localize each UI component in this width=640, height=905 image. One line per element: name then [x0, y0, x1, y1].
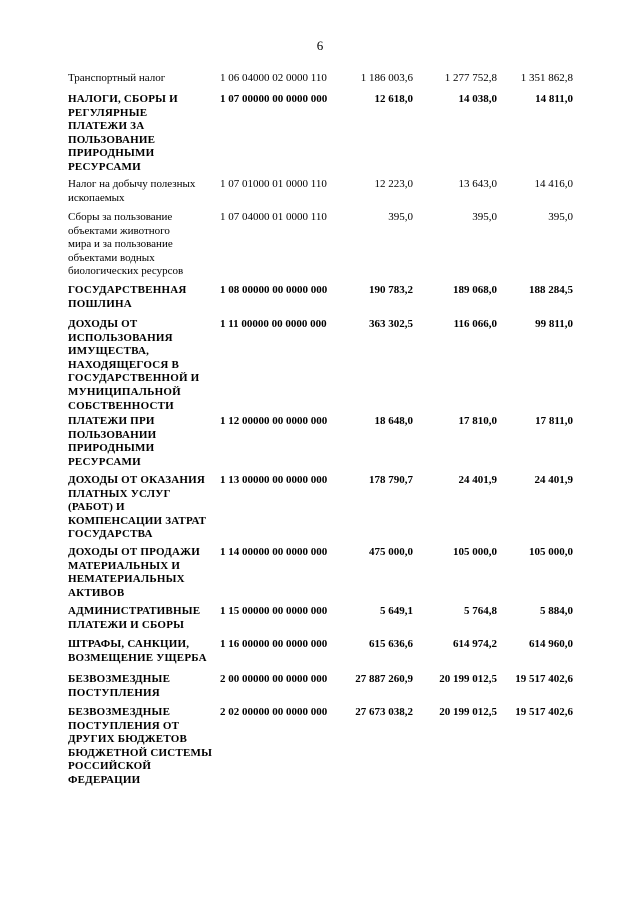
row-value-1: 363 302,5: [369, 318, 413, 330]
row-value-2: 189 068,0: [453, 284, 497, 296]
row-value-2: 395,0: [472, 211, 497, 223]
row-value-1: 1 186 003,6: [360, 72, 413, 84]
row-name: ПЛАТЕЖИ ПРИ ПОЛЬЗОВАНИИ ПРИРОДНЫМИ РЕСУРСАМИ: [68, 415, 157, 468]
row-value-2: 24 401,9: [458, 474, 497, 486]
row-value-2: 116 066,0: [453, 318, 497, 330]
row-value-3: 14 811,0: [535, 93, 573, 105]
row-value-1: 18 648,0: [374, 415, 413, 427]
row-value-2: 105 000,0: [453, 546, 497, 558]
row-value-2: 17 810,0: [458, 415, 497, 427]
row-value-2: 20 199 012,5: [439, 673, 497, 685]
row-code: 1 07 04000 01 0000 110: [220, 211, 327, 223]
page-number: 6: [316, 38, 324, 53]
row-code: 1 12 00000 00 0000 000: [220, 415, 328, 427]
row-value-1: 615 636,6: [369, 638, 413, 650]
row-value-2: 614 974,2: [453, 638, 497, 650]
row-code: 1 07 00000 00 0000 000: [220, 93, 328, 105]
row-name: ДОХОДЫ ОТ ОКАЗАНИЯ ПЛАТНЫХ УСЛУГ (РАБОТ) И КОМПЕНСАЦИИ ЗАТРАТ ГОСУДАРСТВА: [68, 474, 207, 541]
row-value-3: 99 811,0: [535, 318, 573, 330]
row-value-1: 27 887 260,9: [355, 673, 413, 685]
row-value-3: 14 416,0: [534, 178, 573, 190]
row-name: БЕЗВОЗМЕЗДНЫЕ ПОСТУПЛЕНИЯ ОТ ДРУГИХ БЮДЖЕТОВ БЮДЖЕТНОЙ СИСТЕМЫ РОССИЙСКОЙ ФЕДЕРАЦИИ: [68, 706, 213, 786]
row-value-1: 5 649,1: [380, 605, 413, 617]
row-name: БЕЗВОЗМЕЗДНЫЕ ПОСТУПЛЕНИЯ: [68, 673, 171, 699]
row-value-1: 178 790,7: [369, 474, 413, 486]
row-value-3: 17 811,0: [535, 415, 573, 427]
row-value-2: 5 764,8: [464, 605, 497, 617]
row-value-3: 1 351 862,8: [520, 72, 573, 84]
row-name: Налог на добычу полезных ископаемых: [68, 178, 196, 204]
row-value-3: 105 000,0: [529, 546, 573, 558]
row-value-3: 188 284,5: [529, 284, 573, 296]
row-value-3: 614 960,0: [529, 638, 573, 650]
row-code: 1 14 00000 00 0000 000: [220, 546, 328, 558]
row-name: ШТРАФЫ, САНКЦИИ, ВОЗМЕЩЕНИЕ УЩЕРБА: [68, 638, 207, 664]
row-value-2: 13 643,0: [458, 178, 497, 190]
row-code: 2 00 00000 00 0000 000: [220, 673, 328, 685]
row-code: 1 13 00000 00 0000 000: [220, 474, 328, 486]
row-code: 1 16 00000 00 0000 000: [220, 638, 328, 650]
row-value-3: 19 517 402,6: [515, 706, 573, 718]
row-code: 1 15 00000 00 0000 000: [220, 605, 328, 617]
row-value-1: 395,0: [388, 211, 413, 223]
row-value-2: 14 038,0: [458, 93, 497, 105]
row-name: АДМИНИСТРАТИВНЫЕ ПЛАТЕЖИ И СБОРЫ: [68, 605, 201, 631]
row-value-1: 12 618,0: [374, 93, 413, 105]
row-code: 2 02 00000 00 0000 000: [220, 706, 328, 718]
row-value-3: 5 884,0: [540, 605, 573, 617]
row-value-1: 12 223,0: [374, 178, 413, 190]
row-name: Сборы за пользование объектами животного мира и за пользование объектами водных биологических ресурсов: [68, 211, 184, 278]
row-code: 1 06 04000 02 0000 110: [220, 72, 327, 84]
row-code: 1 07 01000 01 0000 110: [220, 178, 327, 190]
row-value-2: 20 199 012,5: [439, 706, 497, 718]
row-value-1: 190 783,2: [369, 284, 413, 296]
row-name: НАЛОГИ, СБОРЫ И РЕГУЛЯРНЫЕ ПЛАТЕЖИ ЗА ПОЛЬЗОВАНИЕ ПРИРОДНЫМИ РЕСУРСАМИ: [68, 93, 178, 173]
row-value-1: 475 000,0: [369, 546, 413, 558]
row-code: 1 08 00000 00 0000 000: [220, 284, 328, 296]
row-name: ГОСУДАРСТВЕННАЯ ПОШЛИНА: [68, 284, 187, 310]
row-value-1: 27 673 038,2: [355, 706, 413, 718]
row-value-2: 1 277 752,8: [444, 72, 497, 84]
row-value-3: 395,0: [548, 211, 573, 223]
row-code: 1 11 00000 00 0000 000: [220, 318, 327, 330]
row-name: ДОХОДЫ ОТ ИСПОЛЬЗОВАНИЯ ИМУЩЕСТВА, НАХОДЯЩЕГОСЯ В ГОСУДАРСТВЕННОЙ И МУНИЦИПАЛЬНОЙ СОБСТВЕННОСТИ: [68, 318, 200, 412]
row-name: ДОХОДЫ ОТ ПРОДАЖИ МАТЕРИАЛЬНЫХ И НЕМАТЕРИАЛЬНЫХ АКТИВОВ: [68, 546, 200, 599]
row-name: Транспортный налог: [68, 72, 166, 84]
row-value-3: 19 517 402,6: [515, 673, 573, 685]
row-value-3: 24 401,9: [534, 474, 573, 486]
